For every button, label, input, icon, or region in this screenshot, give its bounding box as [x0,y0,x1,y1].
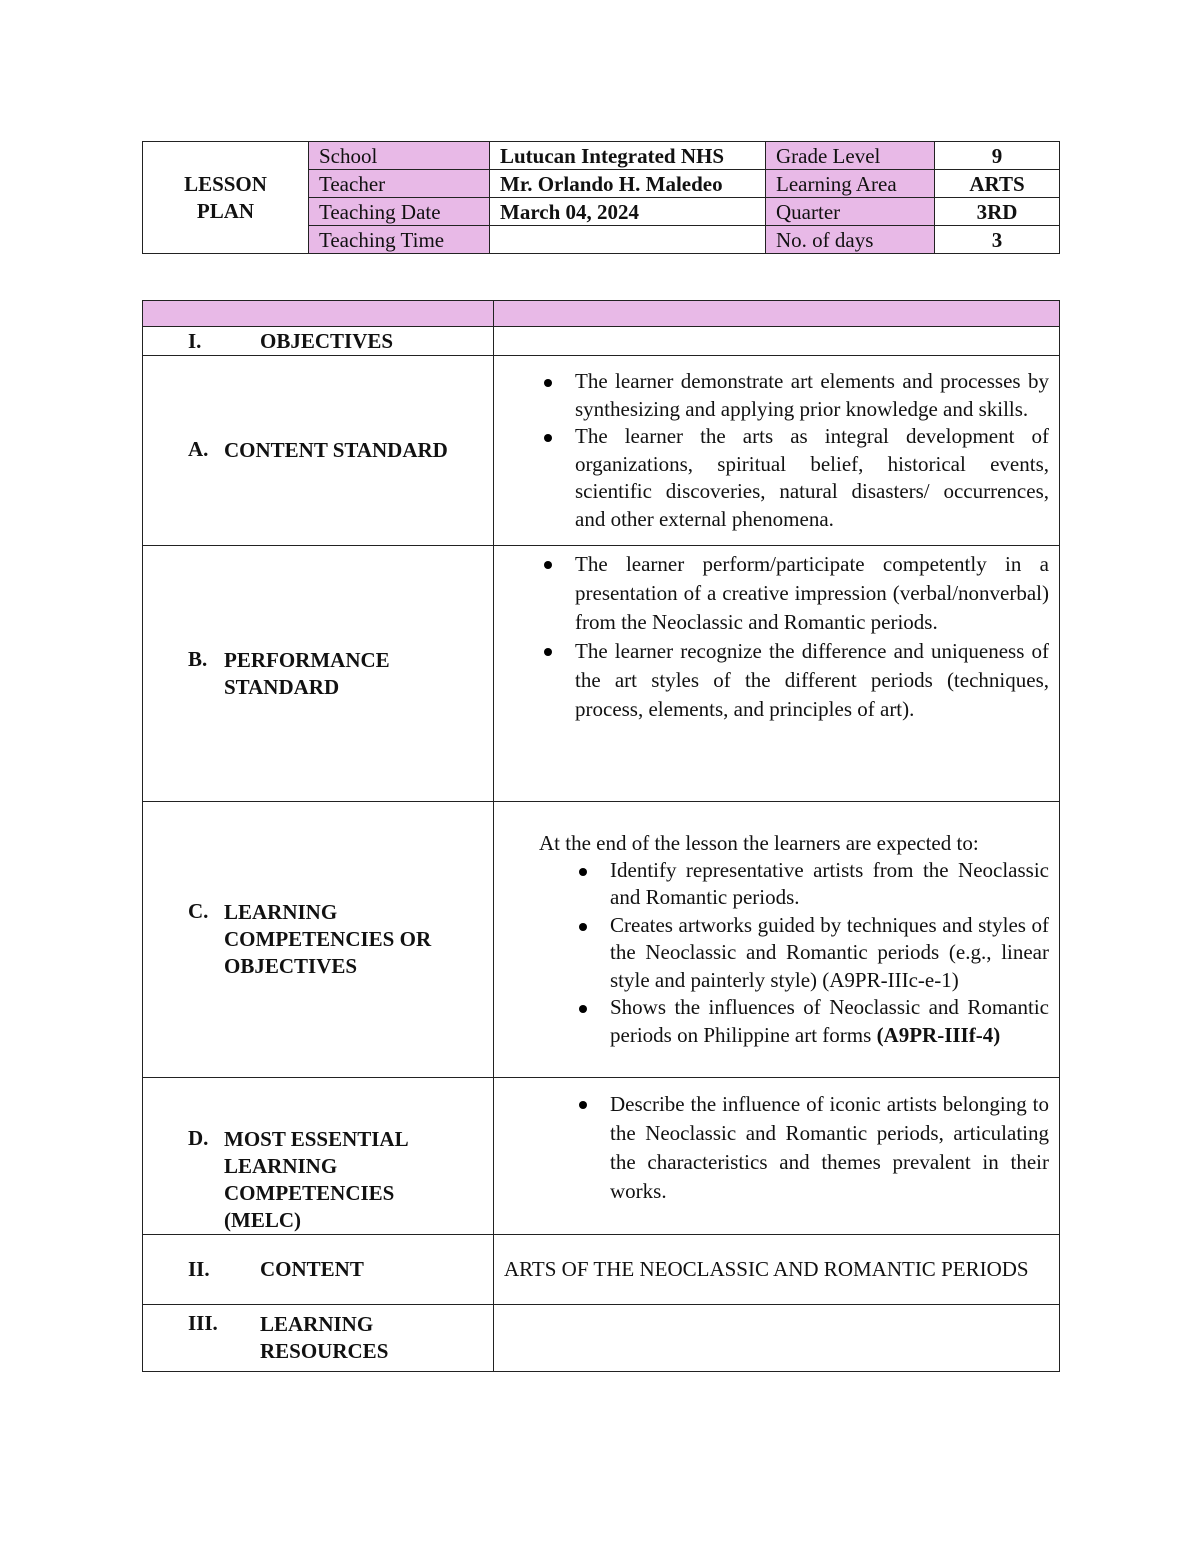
title-line-1: LESSON [184,171,267,196]
pink-header-cell-right [494,301,1060,327]
content-standard-heading [143,356,494,546]
performance-standard-heading [143,546,494,802]
melc-heading [143,1078,494,1235]
objectives-label: OBJECTIVES [260,328,394,353]
content-standard-cell [494,356,1060,546]
melc-bullet: Describe the influence of iconic artists belonging to the Neoclassic and Romantic periods, articulating the characteristics and themes prevalent in their works. [610,1090,1049,1206]
learning-competencies-row [143,802,1060,1078]
learning-competencies-bullet-text: Shows the influences of Neoclassic and Romantic periods on Philippine art forms [610,995,1049,1047]
content-standard-bullet: The learner demonstrate art elements and processes by synthesizing and applying prior knowledge and skills. [575,368,1049,423]
content-numeral: II. [188,1257,210,1281]
content-standard-bullet: The learner the arts as integral development of organizations, spiritual belief, historical events, scientific discoveries, natural disasters/ occurrences, and other external phenomena. [575,423,1049,533]
teaching-time-label: Teaching Time [309,226,490,254]
performance-standard-row [143,546,1060,802]
learning-competencies-bullet: Identify representative artists from the Neoclassic and Romantic periods. [610,857,1049,912]
learning-resources-heading [143,1305,494,1372]
teacher-value: Mr. Orlando H. Maledeo [490,170,766,198]
performance-standard-letter: B. [188,646,208,671]
learning-competencies-heading [143,802,494,1078]
pink-header-cell-left [143,301,494,327]
performance-standard-cell [494,546,1060,802]
teaching-date-value: March 04, 2024 [490,198,766,226]
content-standard-letter: A. [188,437,209,461]
performance-standard-bullet: The learner perform/participate competently in a presentation of a creative impression (verbal/nonverbal) from the Neoclassic and Romantic periods. [575,550,1049,637]
learning-competencies-intro: At the end of the lesson the learners are expected to: [539,830,979,855]
learning-competencies-bullet [610,994,1049,1049]
learning-resources-numeral: III. [188,1311,218,1335]
title-line-2: PLAN [196,198,255,223]
objectives-numeral: I. [188,328,202,353]
content-label: CONTENT [260,1257,364,1281]
no-of-days-label: No. of days [766,226,935,254]
learning-competencies-label: LEARNING COMPETENCIES OR OBJECTIVES [224,900,432,978]
grade-level-label: Grade Level [766,142,935,170]
melc-row [143,1078,1060,1235]
school-label: School [309,142,490,170]
content-heading [143,1235,494,1305]
learning-area-label: Learning Area [766,170,935,198]
performance-standard-label: PERFORMANCE STANDARD [224,647,390,699]
melc-cell [494,1078,1060,1235]
learning-competencies-cell [494,802,1060,1078]
competency-code: (A9PR-IIIf-4) [876,1022,1001,1047]
objectives-content-cell [494,327,1060,356]
quarter-label: Quarter [766,198,935,226]
content-row [143,1235,1060,1305]
content-text: ARTS OF THE NEOCLASSIC AND ROMANTIC PERIODS [504,1257,1029,1281]
lesson-plan-title [143,142,309,254]
teaching-time-value [490,226,766,254]
learning-resources-label: LEARNING RESOURCES [260,1312,389,1363]
learning-resources-row [143,1305,1060,1372]
performance-standard-bullet: The learner recognize the difference and uniqueness of the art styles of the different periods (techniques, process, elements, and principles of art). [575,637,1049,724]
melc-letter: D. [188,1126,209,1150]
no-of-days-value: 3 [935,226,1060,254]
school-value: Lutucan Integrated NHS [490,142,766,170]
learning-competencies-letter: C. [188,899,209,923]
teaching-date-label: Teaching Date [309,198,490,226]
melc-label: MOST ESSENTIAL LEARNING COMPETENCIES (MELC) [224,1127,408,1232]
learning-competencies-bullet: Creates artworks guided by techniques and styles of the Neoclassic and Romantic periods (e.g., linear style and painterly style) (A9PR-IIIc-e-1) [610,912,1049,995]
quarter-value: 3RD [935,198,1060,226]
teacher-label: Teacher [309,170,490,198]
content-cell [494,1235,1060,1305]
content-standard-label: CONTENT STANDARD [224,438,448,462]
learning-area-value: ARTS [935,170,1060,198]
objectives-heading [143,327,494,356]
objectives-row [143,327,1060,356]
lesson-plan-header-table [142,141,1060,254]
grade-level-value: 9 [935,142,1060,170]
lesson-plan-main-table [142,300,1060,1372]
pink-header-row [143,301,1060,327]
learning-resources-cell [494,1305,1060,1372]
content-standard-row [143,356,1060,546]
